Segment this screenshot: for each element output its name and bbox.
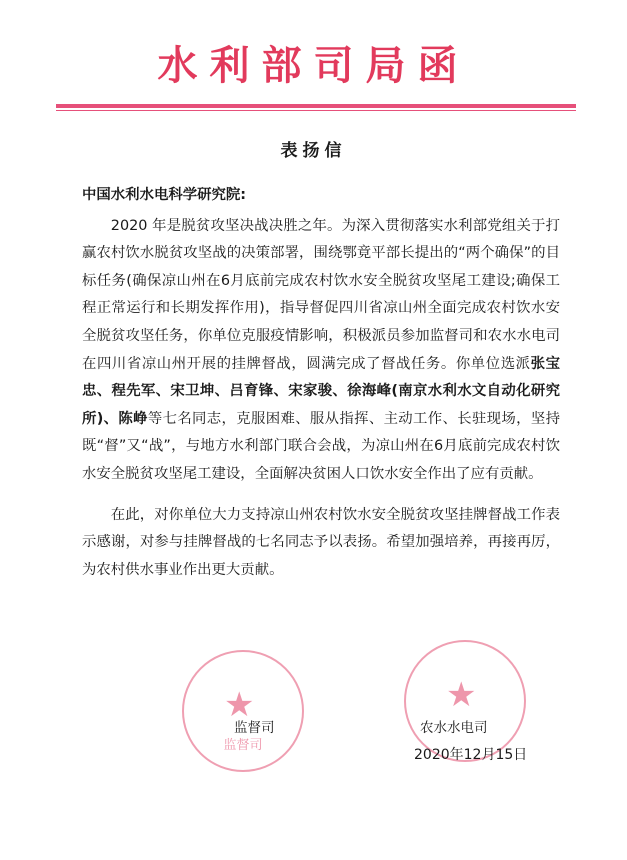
paragraph-1-part-a: 2020 年是脱贫攻坚决战决胜之年。为深入贯彻落实水利部党组关于打赢农村饮水脱贫攻坚战的决策部署，围绕鄂竟平部长提出的“两个确保”的目标任务(确保凉山州在6月底前完成农村饮水安全脱贫攻坚尾工建设;确保工程正常运行和长期发挥作用)，指导督促四川省凉山州全面完成农村饮水安全脱贫攻坚任务，你单位克服疫情影响，积极派员参加监督司和农水水电司在四川省凉山州开展的挂牌督战，圆满完成了督战任务。你单位选派 (82, 217, 560, 372)
addressee: 中国水利水电科学研究院: (82, 187, 247, 203)
letterhead-rule-thin (56, 110, 576, 111)
letter-date: 2020年12月15日 (414, 747, 528, 763)
seal-left-text: 监督司 (223, 738, 263, 753)
star-icon: ★ (446, 675, 477, 715)
letter-title: 表扬信 (280, 141, 347, 161)
letter-body (82, 182, 560, 584)
paragraph-1 (82, 213, 560, 489)
letterhead-rule-thick (56, 104, 576, 108)
official-seal-left (182, 650, 304, 772)
letterhead-title: 水利部司局函 (157, 42, 470, 89)
signature-left: 监督司 (234, 720, 275, 736)
star-icon: ★ (224, 685, 255, 725)
commended-names: 张宝忠、程先军、宋卫坤、吕育锋、宋家骏、徐海峰(南京水利水文自动化研究所)、陈峥 (82, 355, 560, 427)
paragraph-1-part-b: 等七名同志，克服困难、服从指挥、主动工作、长驻现场，坚持既“督”又“战”，与地方水利部门联合会战，为凉山州在6月底前完成农村饮水安全脱贫攻坚尾工建设，全面解决贫困人口饮水安全作出了应有贡献。 (82, 410, 561, 482)
signature-right: 农水水电司 (420, 720, 488, 736)
paragraph-2: 在此，对你单位大力支持凉山州农村饮水安全脱贫攻坚挂牌督战工作表示感谢，对参与挂牌督战的七名同志予以表扬。希望加强培养，再接再厉，为农村供水事业作出更大贡献。 (82, 506, 560, 578)
